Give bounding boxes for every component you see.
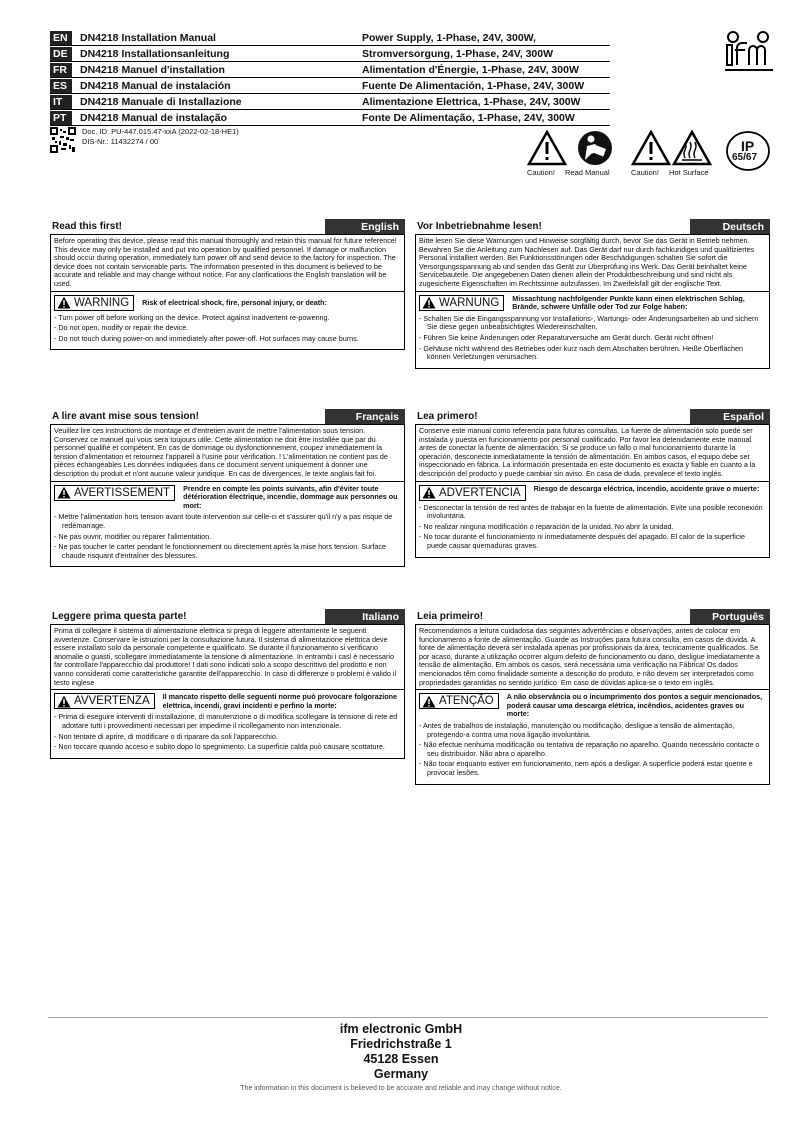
hot-surface-icon bbox=[672, 130, 712, 166]
title-row-en bbox=[50, 30, 610, 46]
warning-triangle-icon bbox=[57, 695, 71, 708]
section-portugues bbox=[415, 609, 770, 785]
warning-text: Missachtung nachfolgender Punkte kann einen elektrischen Schlag, Brände, schwere Unfälle oder Tod zur Folge haben: bbox=[512, 293, 745, 312]
title-row-pt bbox=[50, 110, 610, 126]
list-item: - No tocar durante el funcionamiento ni inmediatamente después del apagado. El calor de la superficie puede causar quemaduras graves. bbox=[419, 533, 766, 550]
caution-triangle-icon bbox=[527, 130, 567, 166]
intro-text: Prima di collegare il sistema di alimentazione elettrica si prega di leggere attentamente le seguenti avvertenze. Conservare le istruzioni per la consultazione futura. Il sistema di alimentazione elettrica deve essere installato solo da personale competente e qualificato. Se durante il funzionamento si verificano anomalie o guasti, scollegare immediatamente la tensione di alimentazione. In entrambi i casi è necessario far controllare l'apparecchio dal produttore! I dati sono indicati solo a scopo descrittivo del prodotto e non vanno considerati come caratteristiche garantite dell'apparecchio. In caso di differenze o problemi è valido il testo inglese bbox=[51, 625, 404, 690]
warning-label bbox=[419, 693, 499, 709]
section-espanol bbox=[415, 409, 770, 558]
list-item: - Turn power off before working on the device. Protect against inadvertent re-powering. bbox=[54, 314, 401, 323]
title-row-es bbox=[50, 78, 610, 94]
language-title-table bbox=[50, 30, 610, 126]
warning-text: Prendre en compte les points suivants, afin d'éviter toute détérioration électrique, incendie, dommage aux personnes ou mort: bbox=[183, 483, 398, 510]
dis-number: DIS-Nr.: 11432274 / 00 bbox=[82, 137, 159, 146]
section-italiano bbox=[50, 609, 405, 759]
section-francais bbox=[50, 409, 405, 567]
caution-label: Caution! bbox=[527, 168, 555, 177]
list-item: - Ne pas ouvrir, modifier ou réparer l'alimentation. bbox=[54, 533, 401, 542]
product-subtitle: Alimentation d'Énergie, 1-Phase, 24V, 300W bbox=[362, 63, 579, 76]
warning-label bbox=[54, 693, 155, 709]
warning-label bbox=[54, 485, 175, 501]
intro-text: Bitte lesen Sie diese Warnungen und Hinweise sorgfältig durch, bevor Sie das Gerät in Betrieb nehmen. Bewahren Sie die Anleitung zum Nachlesen auf. Das Gerät darf nur durch fachkundiges und qualifiziertes Personal installiert werden. Bei Funktionsstörungen oder Beschädigungen schalten Sie sofort die Versorgungsspannung ab und senden das Gerät zur Überprüfung ins Werk. Das Gerät beinhaltet keine Servicebauteile. Die angegebenen Daten dienen allein der Produktbeschreibung und sind nicht als zugesicherte Eigenschaften im Rechtssinne aufzufassen. Im Zweifelsfall gilt der englische Text. bbox=[416, 235, 769, 292]
footer-divider bbox=[48, 1017, 768, 1018]
lang-code: DE bbox=[50, 47, 72, 61]
title-row-fr bbox=[50, 62, 610, 78]
country: Germany bbox=[373, 1067, 429, 1081]
warning-triangle-icon bbox=[422, 486, 436, 499]
ip-label: IP bbox=[741, 138, 755, 154]
warning-list bbox=[51, 710, 404, 757]
section-deutsch bbox=[415, 219, 770, 369]
warning-list bbox=[416, 719, 769, 784]
warning-word: ADVERTENCIA bbox=[439, 486, 521, 499]
manual-title: DN4218 Installation Manual bbox=[80, 31, 216, 44]
list-item: - Antes de trabalhos de instalação, manutenção ou modificação, desligue a tensão de alimentação, protegendo-a contra uma nova ligação involuntária. bbox=[419, 722, 766, 739]
intro-text: Veuillez lire ces instructions de montage et d'entretien avant de mettre l'alimentation sous tension. Conservez ce manuel qui vous sera toujours utile. Cette alimentation ne doit être installée que par du personnel qualifié et compétent. En cas de dommage ou dysfonctionnement, coupez immédiatement la tension d'alimentation et retournez l'appareil à l'usine pour vérification. ! L'alimentation ne contient pas de pièces échangeables Les données indiquées dans ce document servent uniquement à donner une description du produit et n'ont aucune valeur juridique. En cas de divergences, le texte anglais fait foi. bbox=[51, 425, 404, 482]
manual-title: DN4218 Installationsanleitung bbox=[80, 47, 230, 60]
section-language-tab: Português bbox=[690, 609, 770, 624]
list-item: - Prima di eseguire interventi di installazione, di manutenzione o di modifica scollegare la tensione di rete ed adottare tutti i provvedimenti necessari per impedirne il ricollegamento non intenzionale. bbox=[54, 713, 401, 730]
ip-rating: 65/67 bbox=[732, 152, 758, 163]
lang-code: IT bbox=[50, 95, 72, 109]
warning-word: AVVERTENZA bbox=[74, 695, 150, 708]
list-item: - Ne pas toucher le carter pendant le fonctionnement ou directement après la mise hors tension. Surface chaude risquant d'entraîner des blessures. bbox=[54, 543, 401, 560]
list-item: - Non tentare di aprire, di modificare o di riparare da soli l'apparecchio. bbox=[54, 733, 401, 742]
warning-text: Risk of electrical shock, fire, personal injury, or death: bbox=[142, 297, 327, 307]
list-item: - Do not open, modify or repair the device. bbox=[54, 324, 401, 333]
product-subtitle: Power Supply, 1-Phase, 24V, 300W, bbox=[362, 31, 536, 44]
document-id-block bbox=[50, 127, 239, 153]
lang-code: PT bbox=[50, 111, 72, 125]
qr-code-icon bbox=[50, 127, 76, 153]
warning-list bbox=[416, 501, 769, 557]
list-item: - Do not touch during power-on and immediately after power-off. Hot surfaces may cause burns. bbox=[54, 335, 401, 344]
intro-text: Recomendamos a leitura cuidadosa das seguintes advertências e observações, antes de colocar em funcionamento a fonte de alimentação. Guarde as Instruções para futura consulta, em casos de dúvida. A fonte de alimentação deverá ser instalada apenas por profissionais da área, tecnicamente qualificados. Se por acaso, durante a utilização ocorrer algum defeito de funcionamento ou dano, desligue imediatamente a tensão de alimentação. Em ambos os casos, será necessária uma verificação na Fábrica! Os dados mencionados têm como finalidade somente a descrição do produto, e não devem ser interpretados como propriedades garantidas no sentido jurídico. Em caso de dúvidas aplica-se o texto em inglês. bbox=[416, 625, 769, 690]
section-language-tab: Deutsch bbox=[690, 219, 770, 234]
list-item: - No realizar ninguna modificación o reparación de la unidad. No abrir la unidad. bbox=[419, 523, 766, 532]
warning-label bbox=[419, 485, 526, 501]
warning-label bbox=[54, 295, 134, 311]
section-title: Leggere prima questa parte! bbox=[52, 611, 187, 622]
section-language-tab: Italiano bbox=[325, 609, 405, 624]
read-manual-label: Read Manual bbox=[565, 168, 610, 177]
lang-code: EN bbox=[50, 31, 72, 45]
list-item: - Non toccare quando acceso e subito dopo lo spegnimento. La superficie calda può causare scottature. bbox=[54, 743, 401, 752]
warning-label bbox=[419, 295, 504, 311]
list-item: - Gehäuse nicht während des Betriebes oder kurz nach dem Abschalten berühren. Heiße Oberflächen können Verletzungen verursachen. bbox=[419, 345, 766, 362]
ifm-logo bbox=[723, 30, 775, 78]
city: 45128 Essen bbox=[363, 1052, 439, 1066]
list-item: - Desconectar la tensión de red antes de trabajar en la fuente de alimentación. Evite una posible reconexión involuntaria. bbox=[419, 504, 766, 521]
section-language-tab: Français bbox=[325, 409, 405, 424]
section-english bbox=[50, 219, 405, 350]
lang-code: ES bbox=[50, 79, 72, 93]
warning-word: WARNING bbox=[74, 296, 130, 309]
caution-label: Caution! bbox=[631, 168, 659, 177]
product-subtitle: Fonte De Alimentação, 1-Phase, 24V, 300W bbox=[362, 111, 575, 124]
section-language-tab: English bbox=[325, 219, 405, 234]
doc-id: Doc. ID: PU-447.015.47-xxA (2022-02-18-HE1) bbox=[82, 127, 239, 136]
hot-surface-label: Hot Surface bbox=[669, 168, 709, 177]
safety-symbols bbox=[527, 130, 775, 180]
section-title: Leia primeiro! bbox=[417, 611, 484, 622]
warning-triangle-icon bbox=[57, 296, 71, 309]
product-subtitle: Fuente De Alimentación, 1-Phase, 24V, 300W bbox=[362, 79, 585, 92]
manual-title: DN4218 Manual de instalación bbox=[80, 79, 231, 92]
list-item: - Não efectue nenhuma modificação ou tentativa de reparação no aparelho. Quando necessário contacte o seu distribuidor. Não abra o aparelho. bbox=[419, 741, 766, 758]
manual-title: DN4218 Manual de instalação bbox=[80, 111, 228, 124]
warning-list bbox=[416, 312, 769, 368]
warning-word: ATENÇÃO bbox=[439, 695, 494, 708]
section-language-tab: Español bbox=[690, 409, 770, 424]
warning-text: Riesgo de descarga eléctrica, incendio, accidente grave o muerte: bbox=[533, 483, 760, 493]
list-item: - Schalten Sie die Eingangsspannung vor Installations-, Wartungs- oder Änderungsarbeiten ab und sichern Sie diese gegen unbeabsichtigtes Wiedereinschalten. bbox=[419, 315, 766, 332]
manual-title: DN4218 Manuel d'installation bbox=[80, 63, 225, 76]
company-name: ifm electronic GmbH bbox=[339, 1022, 463, 1036]
warning-word: WARNUNG bbox=[439, 296, 500, 309]
section-title: Read this first! bbox=[52, 221, 123, 232]
product-subtitle: Stromversorgung, 1-Phase, 24V, 300W bbox=[362, 47, 554, 60]
warning-list bbox=[51, 510, 404, 566]
footer-disclaimer: The information in this document is believed to be accurate and reliable and may change without notice. bbox=[240, 1085, 562, 1092]
intro-text: Before operating this device, please read this manual thoroughly and retain this manual for future reference! This device may only be installed and put into operation by qualified personnel. If damage or malfunction should occur during operation, immediately turn power off and send device to the factory for inspection. The device does not contain serviceable parts. The information presented in this document is believed to be accurate and reliable and may change without notice. For any clarifications the English translation will be used. bbox=[51, 235, 404, 292]
list-item: - Mettre l'alimentation hors tension avant toute intervention sur celle-ci et s'assurer qu'il n'y a pas risque de redémarrage. bbox=[54, 513, 401, 530]
warning-triangle-icon bbox=[422, 695, 436, 708]
manual-title: DN4218 Manuale di Installazione bbox=[80, 95, 242, 108]
read-manual-icon bbox=[577, 130, 613, 166]
product-subtitle: Alimentazione Elettrica, 1-Phase, 24V, 300W bbox=[362, 95, 581, 108]
section-title: A lire avant mise sous tension! bbox=[52, 411, 199, 422]
intro-text: Conserve este manual como referencia para futuras consultas. La fuente de alimentación solo puede ser instalada y puesta en funcionamiento por personal cualificado. Por favor lea detenidamente este manual antes de conectar la fuente de alimentación. Si se produce un fallo o mal funcionamiento durante la operación, desconecte inmediatamente la tensión de alimentación. En ambos casos, el equipo debe ser inspeccionado en fábrica. La información presentada en este documento es exacta y fiable en cuanto a la descripción del producto y puede cambiar sin aviso. En casa de duda, prevalece el texto inglés. bbox=[416, 425, 769, 482]
warning-text: Il mancato rispetto delle seguenti norme può provocare folgorazione elettrica, incendi, gravi incidenti e perfino la morte: bbox=[162, 692, 398, 710]
caution-triangle-icon bbox=[631, 130, 671, 166]
warning-list bbox=[51, 311, 404, 350]
list-item: - Não tocar enquanto estiver em funcionamento, nem após a desligar. A superfície poderá estar quente e provocar lesões. bbox=[419, 760, 766, 777]
section-title: Lea primero! bbox=[417, 411, 478, 422]
title-row-it bbox=[50, 94, 610, 110]
section-title: Vor Inbetriebnahme lesen! bbox=[417, 221, 542, 232]
company-address bbox=[0, 1022, 802, 1082]
warning-triangle-icon bbox=[57, 486, 71, 499]
list-item: - Führen Sie keine Änderungen oder Reparaturversuche am Gerät durch. Gerät nicht öffnen! bbox=[419, 334, 766, 343]
warning-triangle-icon bbox=[422, 296, 436, 309]
title-row-de bbox=[50, 46, 610, 62]
warning-text: A não observância ou o incumprimento dos pontos a seguir mencionados, poderá causar uma descarga elétrica, incêndios, acidentes graves ou morte: bbox=[506, 692, 763, 719]
warning-word: AVERTISSEMENT bbox=[74, 486, 171, 499]
street: Friedrichstraße 1 bbox=[350, 1037, 452, 1051]
lang-code: FR bbox=[50, 63, 72, 77]
